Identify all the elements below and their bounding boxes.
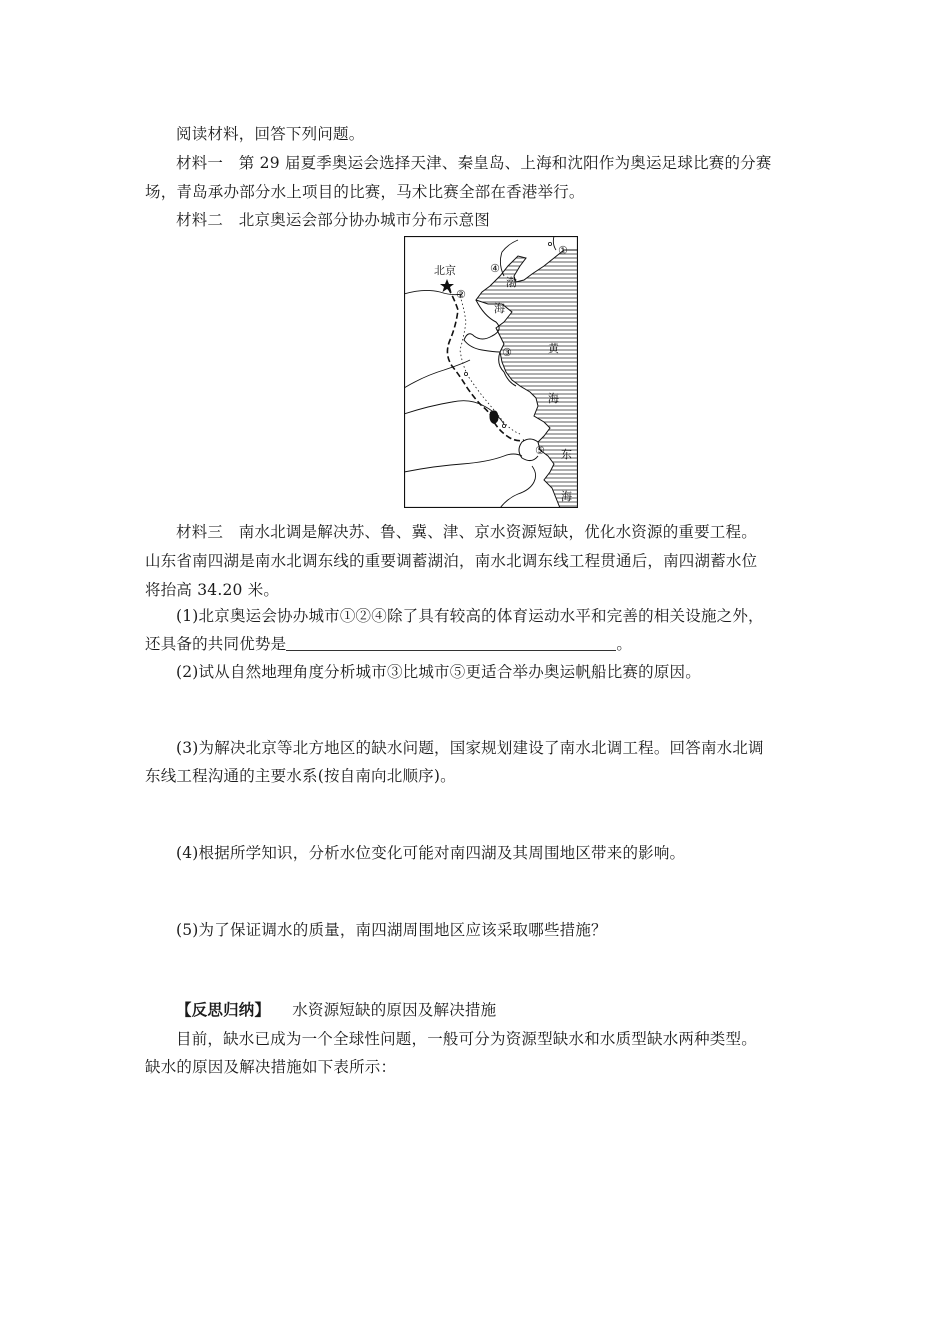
reflection-line1: 目前，缺水已成为一个全球性问题，一般可分为资源型缺水和水质型缺水两种类型。 — [176, 1030, 757, 1048]
question-3-line2: 东线工程沟通的主要水系(按自南向北顺序)。 — [145, 767, 456, 785]
reflection-title: 水资源短缺的原因及解决措施 — [292, 1001, 497, 1019]
map-marker-4: ④ — [490, 262, 500, 275]
question-2: (2)试从自然地理角度分析城市③比城市⑤更适合举办奥运帆船比赛的原因。 — [176, 663, 701, 681]
map-sea-bo: 渤 — [506, 276, 517, 289]
map-marker-1: ① — [558, 244, 568, 257]
map-sea-huang: 黄 — [548, 342, 559, 355]
question-1-line1: (1)北京奥运会协办城市①②④除了具有较高的体育运动水平和完善的相关设施之外， — [176, 607, 764, 625]
reflection-heading-row — [176, 1000, 496, 1020]
coordinating-cities-map — [404, 236, 578, 508]
reflection-line2: 缺水的原因及解决措施如下表所示： — [145, 1058, 397, 1076]
material1-line1: 材料一 第 29 届夏季奥运会选择天津、秦皇岛、上海和沈阳作为奥运足球比赛的分赛 — [176, 154, 772, 172]
map-sea-dong: 东 — [561, 448, 572, 461]
map-sea-bo-hai: 海 — [494, 302, 505, 315]
map-marker-2: ② — [456, 288, 466, 301]
map-sea-dong-hai: 海 — [561, 490, 572, 503]
material3-line3: 将抬高 34.20 米。 — [145, 581, 280, 599]
reflection-heading: 【反思归纳】 — [176, 1000, 271, 1019]
map-marker-5: ⑤ — [535, 444, 545, 457]
map-city-beijing: 北京 — [434, 264, 456, 277]
question-5: (5)为了保证调水的质量，南四湖周围地区应该采取哪些措施？ — [176, 921, 607, 939]
map-marker-3: ③ — [502, 346, 512, 359]
material2-caption: 材料二 北京奥运会部分协办城市分布示意图 — [176, 211, 491, 229]
intro-text: 阅读材料，回答下列问题。 — [176, 125, 365, 143]
question-1-suffix: 。 — [616, 635, 633, 653]
question-1-line2 — [145, 634, 632, 654]
material3-line1: 材料三 南水北调是解决苏、鲁、冀、津、京水资源短缺，优化水资源的重要工程。 — [176, 523, 757, 541]
material1-line2: 场，青岛承办部分水上项目的比赛，马术比赛全部在香港举行。 — [145, 183, 585, 201]
material3-line2: 山东省南四湖是南水北调东线的重要调蓄湖泊，南水北调东线工程贯通后，南四湖蓄水位 — [145, 552, 758, 570]
question-1-prefix: 还具备的共同优势是 — [145, 635, 287, 653]
question-4: (4)根据所学知识，分析水位变化可能对南四湖及其周围地区带来的影响。 — [176, 844, 686, 862]
question-3-line1: (3)为解决北京等北方地区的缺水问题，国家规划建设了南水北调工程。回答南水北调 — [176, 739, 764, 757]
answer-blank[interactable] — [286, 636, 616, 651]
map-sea-huang-hai: 海 — [548, 392, 559, 405]
